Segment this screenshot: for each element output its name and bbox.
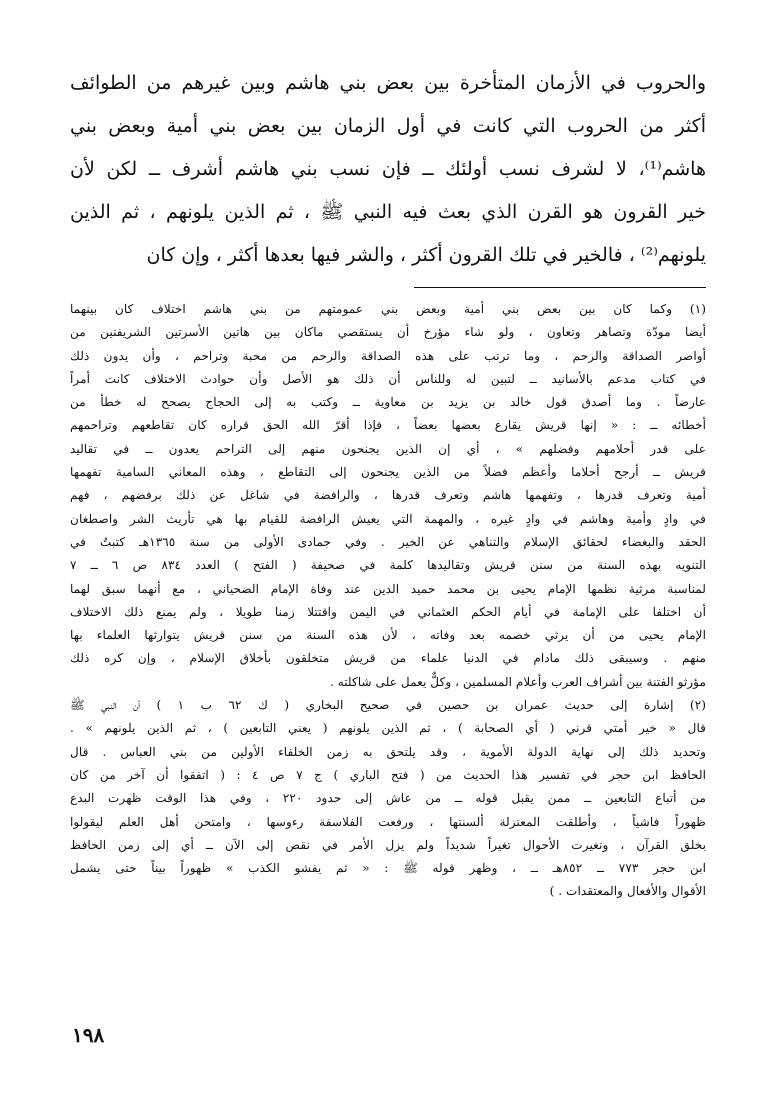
footnote-line: في وادٍ وأمية وهاشم في وادٍ غيره ، والمهمة التي يعيش الرافضة للقيام بها هي تأريث الشر واصطغان: [70, 511, 706, 526]
footnote-line: الحقد والبغضاء لحقائق الإسلام والتناهي عن الخير . وفي جمادى الأولى من سنة ١٣٦٥هـ كتبتُ في: [70, 534, 706, 549]
footnote-line: قال « خير أمتي قرني ( أي الصحابة ) ، ثم الذين يلونهم ( يعني التابعين ) ، ثم الذين يلونهم » .: [70, 721, 706, 736]
page-number: ١٩٨: [72, 1023, 105, 1047]
main-line-4: خير القرون هو القرن الذي بعث فيه النبي ﷺ ، ثم الذين يلونهم ، ثم الذين: [70, 201, 706, 223]
footnote-line: ظهوراً فاشياً ، وأطلقت المعتزلة ألسنتها ، ورفعت الفلاسفة رءوسها ، وامتحن أهل العلم ليقولوا: [70, 814, 706, 829]
footnote-line: منهم . وسيبقى ذلك مادام في الدنيا علماء من قريش متخلقون بأخلاق الإسلام ، وإن كره ذلك: [70, 651, 706, 666]
footnote-line: بخلق القرآن ، وتغيرت الأحوال تغيراً شديداً ولم يزل الأمر في نقص إلى الآن ــ أي إلى زمن الحافظ: [70, 837, 706, 852]
footnote-line: لمناسبة مرثية نظمها الإمام يحيى بن محمد حميد الدين عند وفاة الإمام الضحياني ، مع أنهما سبق لهما: [70, 581, 706, 596]
footnote-line: أواصر الصداقة والرحم ، وما ترتب على هذه الصداقة والرحم من محبة وتراحم ، وأن يدون ذلك: [70, 348, 706, 363]
footnote-line: التنويه بهذه السنة من سنن قريش وتقاليدها كلمة في صحيفة ( الفتح ) العدد ٨٣٤ ص ٦ ــ ٧: [70, 558, 706, 573]
footnote-line: عارضاً . وما أصدق قول خالد بن يزيد بن معاوية ــ وكتب به إلى الحجاج يصحح له خطأ من: [70, 395, 706, 410]
main-line-3: هاشم⁽¹⁾، لا لشرف نسب أولئك ــ فإن نسب بني هاشم أشرف ــ لكن لأن: [70, 158, 706, 180]
footnote-line: أن اختلفا على الإمامة في أيام الحكم العثماني في اليمن واقتتلا زمنا طويلا ، ولم يمنع ذلك الاختلاف: [70, 604, 706, 619]
main-line-2: أكثر من الحروب التي كانت في أول الزمان بين بعض بني أمية وبعض بني: [70, 115, 706, 137]
page-body: [70, 62, 706, 904]
footnote-line: أخطائه ــ : « إنها قريش يقارع بعضها بعضاً ، فإذا أقرّ الله الحق قراره كان تقاطعهم وتراحمهم: [70, 418, 706, 433]
footnote-line: وتحديد ذلك إلى نهاية الدولة الأموية ، وقد يلتحق به زمن الخلفاء الأولين من بني العباس . قال: [70, 744, 706, 759]
main-line-5: يلونهم⁽²⁾ ، فالخير في تلك القرون أكثر ، والشر فيها بعدها أكثر ، وإن كان: [146, 244, 706, 266]
main-text: [70, 62, 706, 277]
footnote-line: ابن حجر ٧٧٣ ــ ٨٥٢هـ ــ ، وظهر قوله ﷺ : « ثم يفشو الكذب » ظهوراً بيناً حتى يشمل: [70, 861, 706, 876]
footnotes: [70, 298, 706, 904]
footnote-line: في كتاب مدعم بالأسانيد ــ لتبين له وللناس أن ذلك هو الأصل وأن حوادث الاختلاف كانت أمراً: [70, 371, 706, 386]
main-line-1: والحروب في الأزمان المتأخرة بين بعض بني هاشم وبين غيرهم من الطوائف: [70, 72, 706, 94]
footnote-line: الحافظ ابن حجر في تفسير هذا الحديث من ( فتح الباري ) ج ٧ ص ٤ : ( اتفقوا أن آخر من كان: [70, 767, 706, 782]
footnote-line: من أتباع التابعين ــ ممن يقبل قوله ــ من عاش إلى حدود ٢٢٠ ، وفي هذا الوقت ظهرت البدع: [70, 791, 706, 806]
footnote-line: مؤرثو الفتنة بين أشراف العرب وأعلام المسلمين ، وكلٌّ يعمل على شاكلته .: [329, 674, 706, 689]
footnote-line: على قدر أحلامهم وفضلهم » ، أي إن الذين يجنحون منهم إلى التراحم يعدون ــ في تقاليد: [70, 441, 706, 456]
footnote-line: أيضا مودّة وتصاهر وتعاون ، ولو شاء مؤرخ أن يستقصي ماكان بين هاتين الأسرتين الشريفتين من: [70, 325, 706, 340]
footnote-line: الإمام يحيى من أن يرثي خصمه بعد وفاته ، لأن هذه السنة من سنن قريش يتوارثها العلماء بها: [70, 628, 706, 643]
footnote-line: قريش ــ أرجح أحلاما وأعظم فضلاً من الذين يجنحون إلى التقاطع ، وهذه المعاني السامية تفهمها: [70, 465, 706, 480]
footnote-line: (٢) إشارة إلى حديث عمران بن حصين في صحيح البخاري ( ك ٦٢ ب ١ ) أن النبي ﷺ: [70, 698, 706, 713]
footnote-line: (١) وكما كان بين بعض بني أمية وبعض بني عمومتهم من بني هاشم اختلاف كان بينهما: [70, 302, 706, 316]
footnote-line: الأقوال والأفعال والمعتقدات . ): [549, 884, 706, 899]
footnote-separator: [414, 287, 706, 288]
footnote-line: أمية وتعرف قدرها ، وتفهمها هاشم وتعرف قدرها ، والرافضة في شاغل عن ذلك برفضهم ، فهم: [70, 488, 706, 503]
